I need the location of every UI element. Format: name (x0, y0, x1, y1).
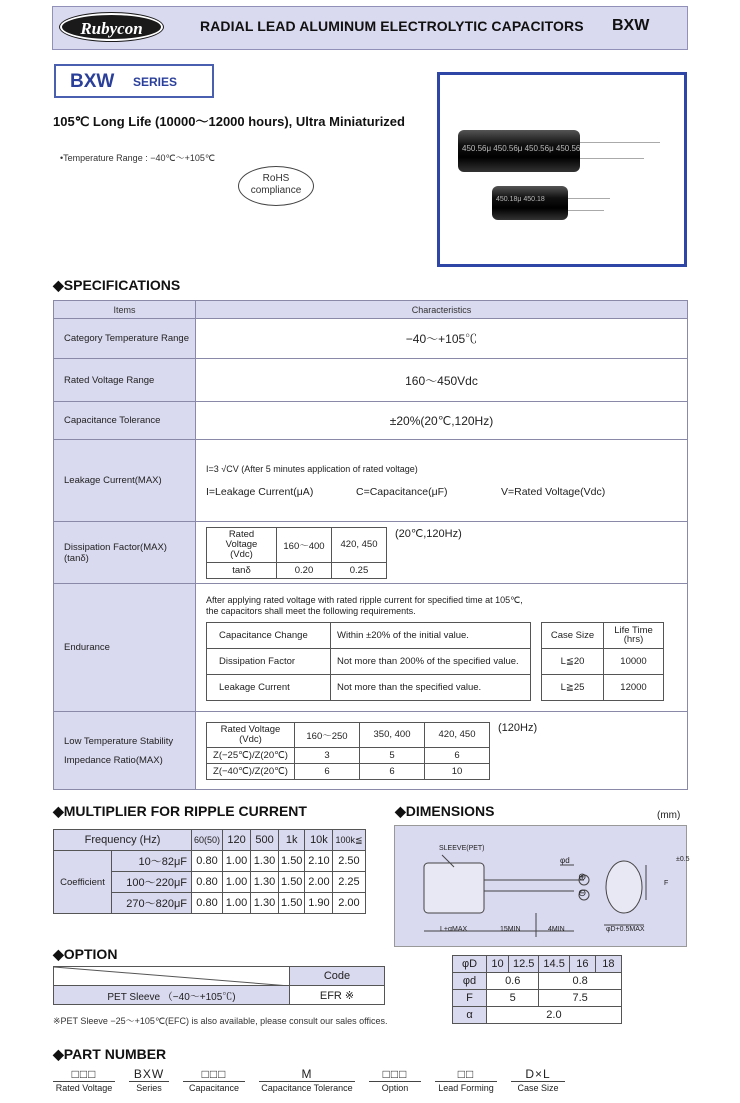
value-tolerance: ±20%(20℃,120Hz) (196, 402, 688, 440)
pn-top: □□ (435, 1067, 497, 1082)
c25: 2.00 (333, 893, 365, 914)
c02: 1.30 (251, 851, 279, 872)
minus-icon: ⊖ (578, 888, 587, 899)
life-r2v: 12000 (604, 674, 664, 700)
option-pet: PET Sleeve （−40～+105℃) (54, 986, 290, 1005)
pn-bot: Capacitance Tolerance (261, 1083, 353, 1093)
option-blank-cell (54, 967, 290, 986)
pn-top: □□□ (53, 1067, 115, 1082)
c12: 1.30 (251, 872, 279, 893)
range-1: 100～220μF (112, 872, 192, 893)
endurance-text2: the capacitors shall meet the following requirements. (206, 605, 416, 616)
dim-tol-label: ±0.5 (676, 856, 690, 863)
dt-f-label: F (453, 990, 487, 1007)
temperature-range: •Temperature Range : −40℃～+105℃ (60, 153, 215, 163)
item-leakage: Leakage Current(MAX) (54, 440, 196, 522)
dt-a-label: α (453, 1007, 487, 1024)
endurance-text1: After applying rated voltage with rated ripple current for specified time at 105℃, (206, 594, 523, 605)
pn-bot: Rated Voltage (55, 1083, 113, 1093)
dim-sleeve-label: SLEEVE(PET) (439, 845, 485, 852)
c23: 1.50 (279, 893, 305, 914)
df-h2: 160～400 (277, 527, 332, 562)
leakage-i: I=Leakage Current(μA) (206, 485, 314, 498)
lowtemp-table (206, 722, 490, 780)
end-a1: Capacitance Change (207, 622, 331, 648)
option-table (53, 966, 385, 1005)
item-voltage: Rated Voltage Range (54, 359, 196, 402)
life-r2: L≧25 (542, 674, 604, 700)
pn-lead-forming (435, 1067, 497, 1093)
range-0: 10～82μF (112, 851, 192, 872)
df-table (206, 527, 387, 579)
freq-4: 10k (305, 830, 333, 851)
dimensions-heading: ◆DIMENSIONS (395, 803, 495, 819)
option-efr: EFR ※ (290, 986, 385, 1005)
c00: 0.80 (192, 851, 223, 872)
ripple-table (53, 829, 366, 914)
value-endurance (196, 584, 688, 712)
pn-bot: Lead Forming (438, 1083, 494, 1093)
dt-h2: 12.5 (509, 956, 539, 973)
df-condition: (20℃,120Hz) (395, 527, 462, 540)
dt-h4: 16 (569, 956, 595, 973)
pn-bot: Series (136, 1083, 162, 1093)
lt-r2: Z(−40℃)/Z(20℃) (207, 763, 295, 779)
life-h2: Life Time (hrs) (604, 622, 664, 648)
df-label2: (tanδ) (64, 552, 89, 564)
capacitor-large: 450.56μ 450.56μ 450.56μ 450.56 (458, 130, 580, 172)
freq-5: 100k≦ (333, 830, 365, 851)
specifications-heading: ◆SPECIFICATIONS (53, 277, 181, 293)
lt-r2a: 6 (295, 763, 360, 779)
pn-rated-voltage (53, 1067, 115, 1093)
dim-4min-label: 4MIN (548, 926, 565, 933)
df-r1: tanδ (207, 562, 277, 578)
dimensions-unit: (mm) (657, 810, 681, 821)
rohs-line2: compliance (250, 185, 302, 196)
value-voltage: 160～450Vdc (196, 359, 688, 402)
c14: 2.00 (305, 872, 333, 893)
lowtemp-label: Low Temperature Stability (64, 735, 174, 747)
lead-wire (566, 198, 610, 199)
end-a2: Within ±20% of the initial value. (331, 622, 531, 648)
c04: 2.10 (305, 851, 333, 872)
lifetime-table (541, 622, 664, 701)
end-c1: Leakage Current (207, 674, 331, 700)
dt-f2: 7.5 (539, 990, 621, 1007)
item-temp: Category Temperature Range (54, 319, 196, 359)
part-number-heading: ◆PART NUMBER (53, 1046, 167, 1062)
pn-bot: Case Size (517, 1083, 559, 1093)
df-h1: Rated Voltage (Vdc) (207, 527, 277, 562)
lt-r2b: 6 (360, 763, 425, 779)
c10: 0.80 (192, 872, 223, 893)
freq-label: Frequency (Hz) (54, 830, 192, 851)
dim-f-label: F (664, 880, 669, 887)
range-2: 270～820μF (112, 893, 192, 914)
item-df (54, 522, 196, 584)
life-r1: L≦20 (542, 648, 604, 674)
dt-d1: 0.6 (487, 973, 539, 990)
lt-h3: 350, 400 (360, 722, 425, 747)
df-label: Dissipation Factor(MAX) (64, 541, 167, 553)
leakage-formula: I=3 √CV (After 5 minutes application of rated voltage) (206, 463, 418, 474)
lt-r1: Z(−25℃)/Z(20℃) (207, 747, 295, 763)
c05: 2.50 (333, 851, 365, 872)
diagonal-line (54, 967, 290, 986)
freq-1: 120 (223, 830, 251, 851)
specifications-table (53, 300, 688, 790)
part-number-row (53, 1067, 565, 1093)
value-temp: −40～+105℃ (196, 319, 688, 359)
dt-h3: 14.5 (539, 956, 569, 973)
series-word: SERIES (133, 75, 178, 89)
pn-capacitance (183, 1067, 245, 1093)
col-items: Items (54, 301, 196, 319)
c03: 1.50 (279, 851, 305, 872)
life-h1: Case Size (542, 622, 604, 648)
dim-phid-label: φd (560, 856, 570, 865)
lt-h4: 420, 450 (425, 722, 490, 747)
pn-series (129, 1067, 169, 1093)
option-heading: ◆OPTION (53, 946, 118, 962)
item-tolerance: Capacitance Tolerance (54, 402, 196, 440)
lt-h2: 160～250 (295, 722, 360, 747)
value-lowtemp (196, 712, 688, 790)
dt-f1: 5 (487, 990, 539, 1007)
page-title: RADIAL LEAD ALUMINUM ELECTROLYTIC CAPACITORS (200, 18, 584, 34)
c21: 1.00 (223, 893, 251, 914)
freq-0: 60(50) (192, 830, 223, 851)
lowtemp-label2: Impedance Ratio(MAX) (64, 754, 163, 766)
brand-logo: Rubycon (60, 13, 163, 41)
lt-r1a: 3 (295, 747, 360, 763)
lowtemp-condition: (120Hz) (498, 721, 538, 734)
ripple-heading: ◆MULTIPLIER FOR RIPPLE CURRENT (53, 803, 307, 819)
dimensions-table (452, 955, 622, 1024)
coef-label: Coefficient (54, 851, 112, 914)
lead-wire (566, 210, 604, 211)
c01: 1.00 (223, 851, 251, 872)
pn-top: □□□ (183, 1067, 245, 1082)
dt-d2: 0.8 (539, 973, 621, 990)
pn-top: M (259, 1067, 355, 1082)
pn-tolerance (259, 1067, 355, 1093)
dt-h0: φD (453, 956, 487, 973)
life-r1v: 10000 (604, 648, 664, 674)
dt-h1: 10 (487, 956, 509, 973)
df-h3: 420, 450 (332, 527, 387, 562)
pn-option (369, 1067, 421, 1093)
c22: 1.30 (251, 893, 279, 914)
lead-wire (578, 158, 644, 159)
lt-h1: Rated Voltage (Vdc) (207, 722, 295, 747)
end-b2: Not more than 200% of the specified value. (331, 648, 531, 674)
subtitle: 105℃ Long Life (10000～12000 hours), Ultra Miniaturized (53, 114, 405, 129)
dim-dmax-label: φD+0.5MAX (606, 926, 645, 933)
capacitor-small: 450.18μ 450.18 (492, 186, 568, 220)
pn-bot: Option (381, 1083, 409, 1093)
lead-wire (578, 142, 660, 143)
value-leakage (196, 440, 688, 522)
value-df (196, 522, 688, 584)
end-c2: Not more than the specified value. (331, 674, 531, 700)
pn-top: □□□ (369, 1067, 421, 1082)
series-code: BXW (612, 17, 650, 34)
freq-2: 500 (251, 830, 279, 851)
dim-15min-label: 15MIN (500, 926, 521, 933)
end-b1: Dissipation Factor (207, 648, 331, 674)
dt-a1: 2.0 (487, 1007, 622, 1024)
option-code-label: Code (290, 967, 385, 986)
c15: 2.25 (333, 872, 365, 893)
leakage-v: V=Rated Voltage(Vdc) (501, 485, 606, 498)
plus-icon: ⊕ (578, 872, 587, 883)
df-r3: 0.25 (332, 562, 387, 578)
col-characteristics: Characteristics (196, 301, 688, 319)
lt-r1b: 5 (360, 747, 425, 763)
leakage-c: C=Capacitance(μF) (356, 485, 448, 498)
pn-bot: Capacitance (188, 1083, 240, 1093)
rohs-badge (238, 166, 314, 206)
c24: 1.90 (305, 893, 333, 914)
rohs-line1: RoHS (262, 173, 290, 184)
dt-h5: 18 (595, 956, 621, 973)
pn-top: D×L (511, 1067, 565, 1082)
pn-case-size (511, 1067, 565, 1093)
series-name: BXW (70, 71, 115, 92)
c11: 1.00 (223, 872, 251, 893)
dt-d-label: φd (453, 973, 487, 990)
option-note: ※PET Sleeve −25～+105℃(EFC) is also available, please consult our sales offices. (53, 1016, 388, 1026)
item-endurance: Endurance (54, 584, 196, 712)
item-lowtemp (54, 712, 196, 790)
dim-lmax-label: L+αMAX (440, 926, 468, 933)
c20: 0.80 (192, 893, 223, 914)
lt-r2c: 10 (425, 763, 490, 779)
df-r2: 0.20 (277, 562, 332, 578)
c13: 1.50 (279, 872, 305, 893)
lt-r1c: 6 (425, 747, 490, 763)
pn-top: BXW (129, 1067, 169, 1082)
endurance-table (206, 622, 531, 701)
freq-3: 1k (279, 830, 305, 851)
